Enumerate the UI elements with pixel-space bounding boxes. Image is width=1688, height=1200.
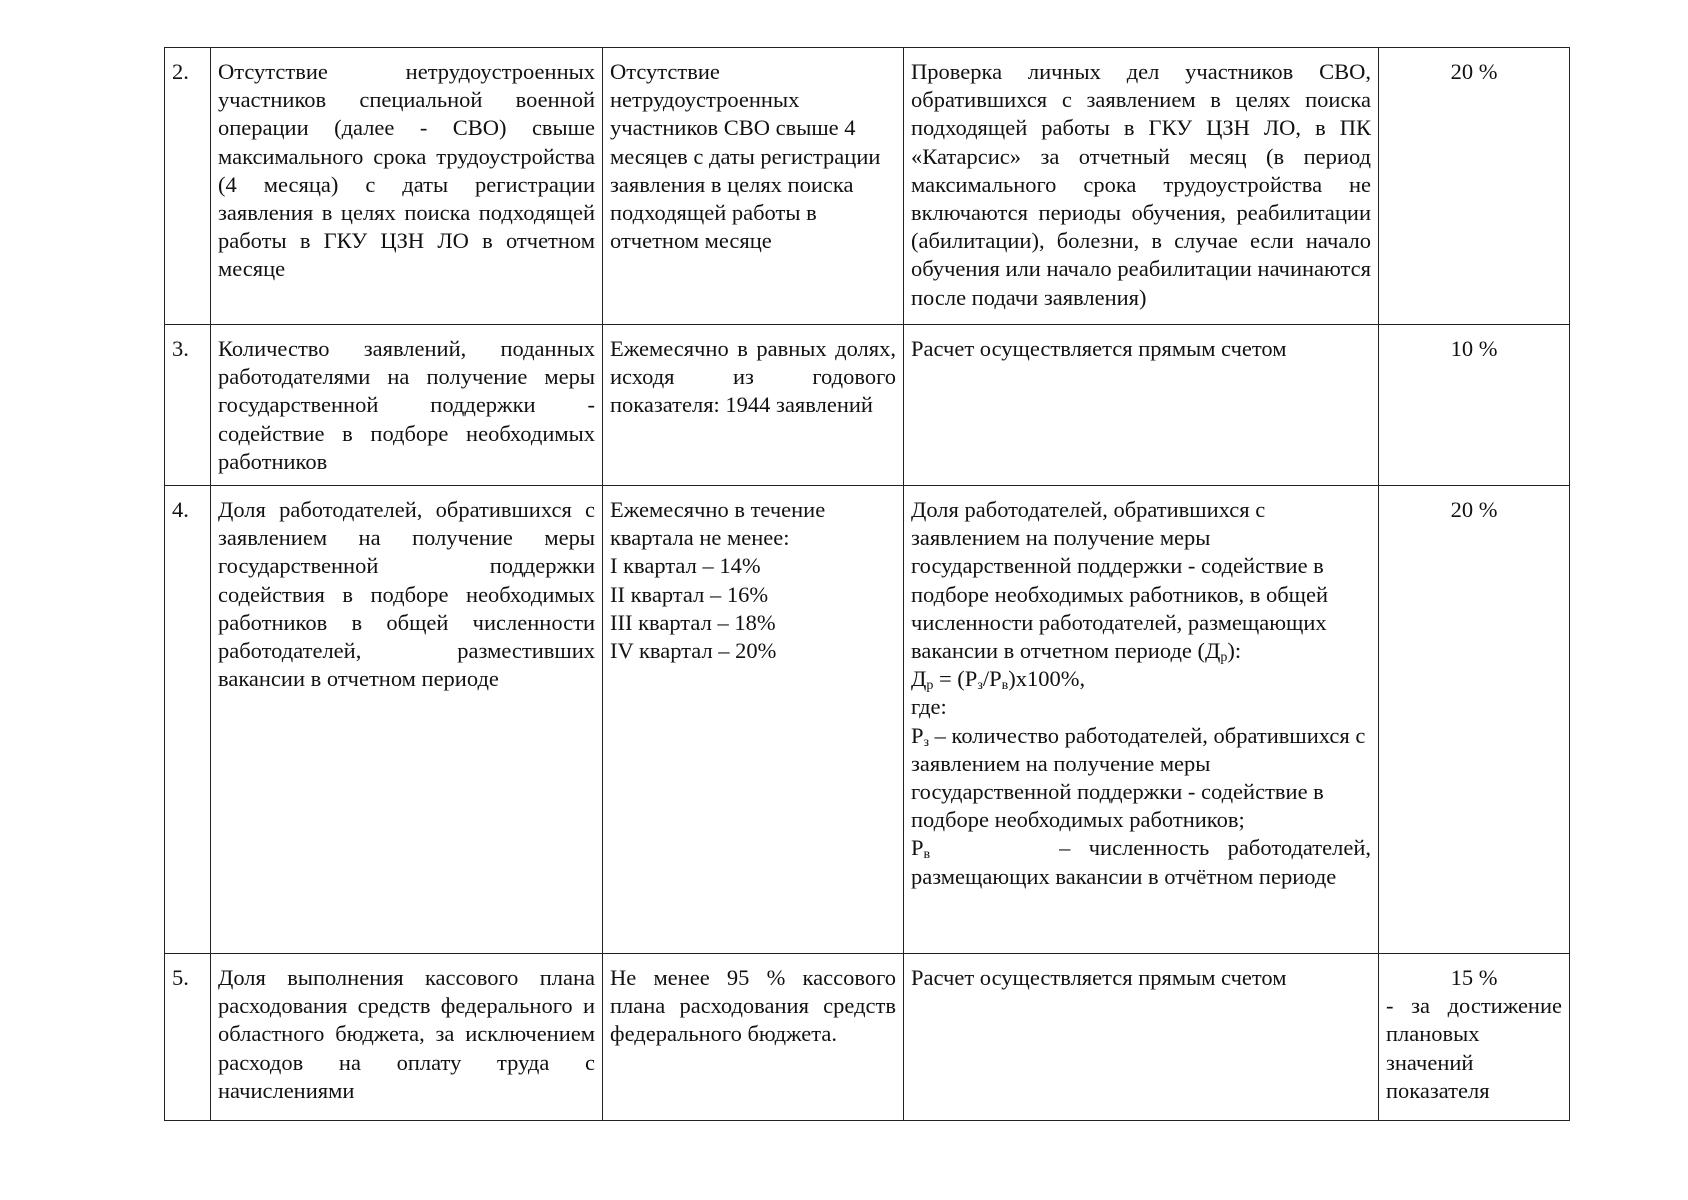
- indicator-cell: Доля выполнения кассового плана расходования средств федерального и областного бюджета, за исключением расходов на оплату труда с начислениями: [211, 954, 603, 1121]
- target-value-cell: Отсутствие нетрудоустроенных участников СВО свыше 4 месяцев с даты регистрации заявления в целях поиска подходящей работы в отчетном месяце: [603, 48, 904, 325]
- method-cell: [904, 486, 1379, 954]
- method-cell: Проверка личных дел участников СВО, обратившихся с заявлением в целях поиска подходящей работы в ГКУ ЦЗН ЛО, в ПК «Катарсис» за отчетный месяц (в период максимального срока трудоустройства не включаются периоды обучения, реабилитации (абилитации), болезни, в случае если начало обучения или начало реабилитации начинаются после подачи заявления): [904, 48, 1379, 325]
- quarter-3: III квартал – 18%: [610, 609, 776, 635]
- table-row: [165, 48, 1570, 325]
- indicator-cell: Отсутствие нетрудоустроенных участников специальной военной операции (далее - СВО) свыше максимального срока трудоустройства (4 месяца) с даты регистрации заявления в целях поиска подходящей работы в ГКУ ЦЗН ЛО в отчетном месяце: [211, 48, 603, 325]
- definition-pz: $Р_з$ – количество работодателей, обратившихся с заявлением на получение меры государственной поддержки - содействие в подборе необходимых работников;: [911, 722, 1366, 833]
- weight-value: 15 %: [1450, 965, 1498, 990]
- quarter-4: IV квартал – 20%: [610, 638, 777, 664]
- formula: $Д_р = (Р_з/Р_в)х100\%$,: [911, 666, 1086, 694]
- weight-cell: 20 %: [1379, 486, 1570, 954]
- quarter-1: I квартал – 14%: [610, 553, 761, 579]
- table-row: [165, 486, 1570, 954]
- row-number: 4.: [165, 486, 211, 954]
- target-value-cell: Не менее 95 % кассового плана расходования средств федерального бюджета.: [603, 954, 904, 1121]
- table-row: [165, 954, 1570, 1121]
- indicator-cell: Доля работодателей, обратившихся с заявлением на получение меры государственной поддержки содействия в подборе необходимых работников в общей численности работодателей, разместивших вакансии в отчетном периоде: [211, 486, 603, 954]
- definition-pv: $Р_в$ – численность работодателей, размещающих вакансии в отчётном периоде: [911, 835, 1372, 889]
- row-number: 2.: [165, 48, 211, 325]
- table-row: [165, 325, 1570, 486]
- row-number: 3.: [165, 325, 211, 486]
- method-cell: Расчет осуществляется прямым счетом: [904, 325, 1379, 486]
- method-intro: Доля работодателей, обратившихся с заявлением на получение меры государственной поддержки - содействие в подборе необходимых работников, в общей численности работодателей, размещающих вакансии в отчетном периоде $(Д_р)$:: [911, 497, 1328, 666]
- weight-cell: 10 %: [1379, 325, 1570, 486]
- weight-note: - за достижение плановых значений показателя: [1386, 993, 1562, 1103]
- target-value-cell: Ежемесячно в равных долях, исходя из годового показателя: 1944 заявлений: [603, 325, 904, 486]
- target-intro: Ежемесячно в течение квартала не менее:: [610, 497, 826, 551]
- indicator-cell: Количество заявлений, поданных работодателями на получение меры государственной поддержки - содействие в подборе необходимых работников: [211, 325, 603, 486]
- weight-cell: 20 %: [1379, 48, 1570, 325]
- quarter-2: II квартал – 16%: [610, 581, 769, 607]
- indicators-table: [164, 47, 1570, 1121]
- row-number: 5.: [165, 954, 211, 1121]
- target-value-cell: [603, 486, 904, 954]
- formula-where: где:: [911, 694, 947, 720]
- weight-cell: [1379, 954, 1570, 1121]
- method-cell: Расчет осуществляется прямым счетом: [904, 954, 1379, 1121]
